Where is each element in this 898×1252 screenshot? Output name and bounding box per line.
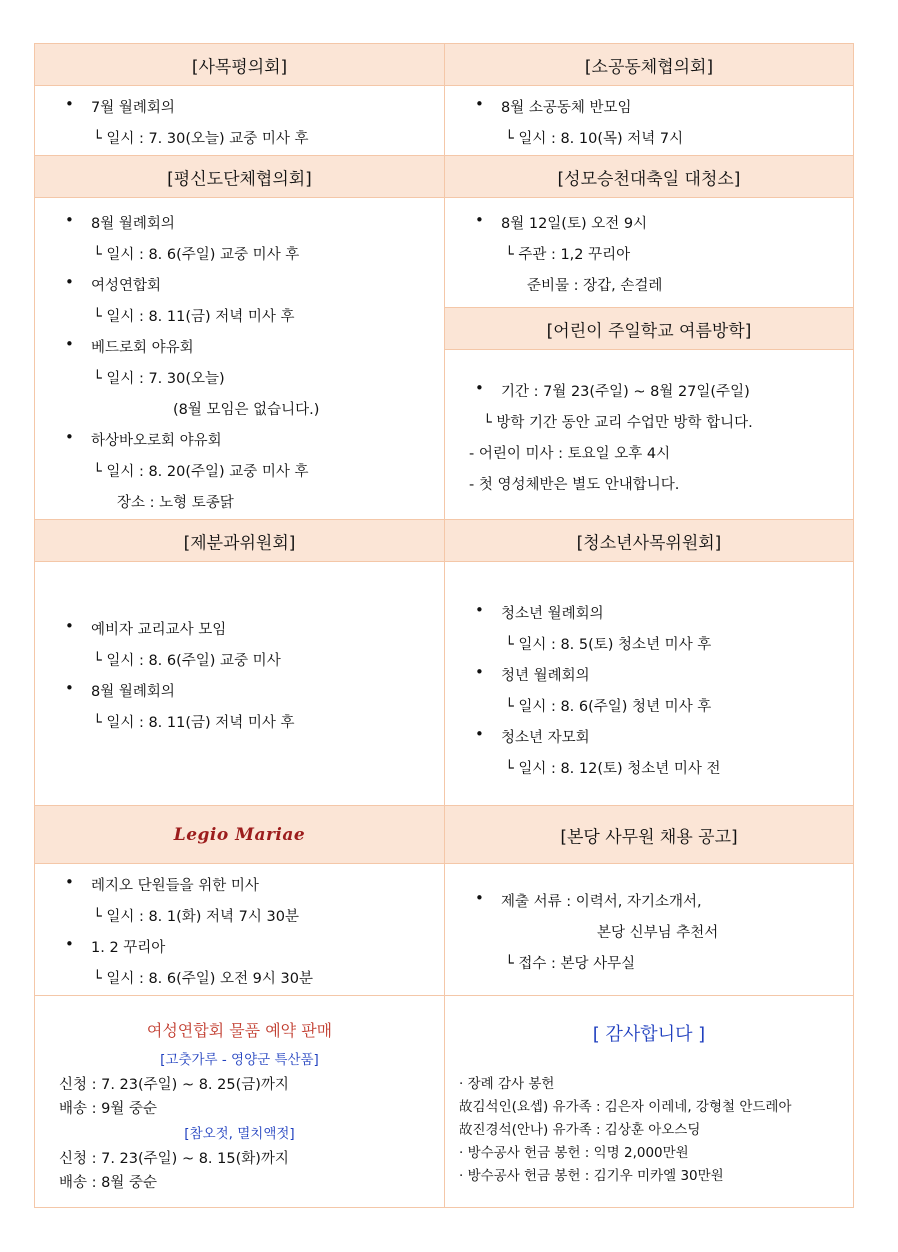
list-item: 故김석인(요셉) 유가족 : 김은자 이레네, 강형철 안드레아: [459, 1099, 792, 1115]
list-item: • 베드로회 야유회: [91, 336, 194, 357]
list-item: └ 방학 기간 동안 교리 수업만 방학 합니다.: [483, 415, 753, 431]
section-title: [성모승천대축일 대청소]: [557, 169, 741, 189]
list-item: • 여성연합회: [91, 274, 161, 295]
list-item: └ 일시 : 8. 5(토) 청소년 미사 후: [505, 637, 712, 653]
section-title: [제분과위원회]: [183, 533, 296, 553]
list-item: └ 일시 : 8. 12(토) 청소년 미사 전: [505, 761, 721, 777]
list-item: · 방수공사 헌금 봉헌 : 김기우 미카엘 30만원: [459, 1168, 724, 1184]
list-item: • 청년 월례회의: [501, 664, 590, 685]
list-item: • 예비자 교리교사 모임: [91, 618, 226, 639]
list-item: 장소 : 노형 토종닭: [117, 495, 234, 511]
list-item: 故진경석(안나) 유가족 : 김상훈 아오스딩: [459, 1122, 701, 1138]
header-office-hiring: [444, 805, 854, 864]
list-item: └ 일시 : 8. 20(주일) 교중 미사 후: [93, 464, 309, 480]
list-item: • 하상바오로회 야유회: [91, 429, 222, 450]
list-item: 준비물 : 장갑, 손걸레: [527, 278, 663, 294]
body-assumption-cleaning: [444, 197, 854, 308]
list-item: • 청소년 자모회: [501, 726, 590, 747]
body-summer-school: [444, 349, 854, 520]
section-title: [본당 사무원 채용 공고]: [560, 827, 738, 847]
list-item: └ 일시 : 7. 30(오늘) 교중 미사 후: [93, 131, 309, 147]
header-youth-ministry: [444, 519, 854, 562]
body-small-community: [444, 85, 854, 156]
list-item: └ 일시 : 8. 11(금) 저녁 미사 후: [93, 309, 295, 325]
body-office-hiring: [444, 863, 854, 996]
bulletin-grid: [34, 43, 854, 1208]
sale-subtitle-salted-fish: [참오젓, 멸치액젓]: [184, 1126, 295, 1142]
body-committees: [34, 561, 445, 806]
list-item: (8월 모임은 없습니다.): [173, 402, 320, 418]
list-item: • 8월 월례회의: [91, 680, 175, 701]
list-item: └ 접수 : 본당 사무실: [505, 956, 636, 972]
list-item: · 방수공사 헌금 봉헌 : 익명 2,000만원: [459, 1145, 689, 1161]
legio-mariae-title: Legio Mariae: [173, 824, 306, 845]
list-item: └ 일시 : 7. 30(오늘): [93, 371, 225, 387]
list-item: 배송 : 8월 중순: [59, 1175, 157, 1191]
sale-subtitle-pepper: [고춧가루 - 영양군 특산품]: [160, 1052, 319, 1068]
list-item: • 8월 월례회의: [91, 212, 175, 233]
list-item: └ 일시 : 8. 6(주일) 교중 미사: [93, 653, 281, 669]
section-title: [사목평의회]: [191, 57, 288, 77]
womens-association-sale: [34, 995, 445, 1208]
header-small-community: [444, 43, 854, 86]
list-item: · 장례 감사 봉헌: [459, 1076, 555, 1092]
list-item: • 제출 서류 : 이력서, 자기소개서,: [501, 890, 702, 911]
sale-title: 여성연합회 물품 예약 판매: [146, 1021, 333, 1040]
list-item: • 7월 월례회의: [91, 96, 175, 117]
body-lay-council: [34, 197, 445, 520]
list-item: - 첫 영성체반은 별도 안내합니다.: [469, 477, 680, 493]
thanks-title: [ 감사합니다 ]: [592, 1024, 706, 1045]
list-item: └ 일시 : 8. 10(목) 저녁 7시: [505, 131, 684, 147]
list-item: └ 주관 : 1,2 꾸리아: [505, 247, 631, 263]
list-item: 신청 : 7. 23(주일) ~ 8. 25(금)까지: [59, 1077, 289, 1093]
list-item: └ 일시 : 8. 1(화) 저녁 7시 30분: [93, 909, 299, 925]
header-legio-mariae: [34, 805, 445, 864]
header-pastoral-council: [34, 43, 445, 86]
list-item: └ 일시 : 8. 11(금) 저녁 미사 후: [93, 715, 295, 731]
section-title: [어린이 주일학교 여름방학]: [546, 321, 752, 341]
list-item: • 기간 : 7월 23(주일) ~ 8월 27일(주일): [501, 380, 750, 401]
body-pastoral-council: [34, 85, 445, 156]
list-item: • 8월 12일(토) 오전 9시: [501, 212, 647, 233]
header-assumption-cleaning: [444, 155, 854, 198]
header-committees: [34, 519, 445, 562]
list-item: 본당 신부님 추천서: [597, 925, 719, 941]
list-item: 신청 : 7. 23(주일) ~ 8. 15(화)까지: [59, 1151, 289, 1167]
list-item: └ 일시 : 8. 6(주일) 오전 9시 30분: [93, 971, 313, 987]
list-item: 배송 : 9월 중순: [59, 1101, 157, 1117]
section-title: [청소년사목위원회]: [576, 533, 722, 553]
list-item: • 레지오 단원들을 위한 미사: [91, 874, 259, 895]
list-item: - 어린이 미사 : 토요일 오후 4시: [469, 446, 671, 462]
header-lay-council: [34, 155, 445, 198]
list-item: • 8월 소공동체 반모임: [501, 96, 632, 117]
list-item: └ 일시 : 8. 6(주일) 청년 미사 후: [505, 699, 712, 715]
header-summer-school: [444, 307, 854, 350]
thanks-section: [444, 995, 854, 1208]
list-item: • 1. 2 꾸리아: [91, 936, 165, 957]
section-title: [평신도단체협의회]: [167, 169, 312, 189]
list-item: • 청소년 월례회의: [501, 602, 604, 623]
section-title: [소공동체협의회]: [584, 57, 714, 77]
body-legio-mariae: [34, 863, 445, 996]
list-item: └ 일시 : 8. 6(주일) 교중 미사 후: [93, 247, 300, 263]
body-youth-ministry: [444, 561, 854, 806]
